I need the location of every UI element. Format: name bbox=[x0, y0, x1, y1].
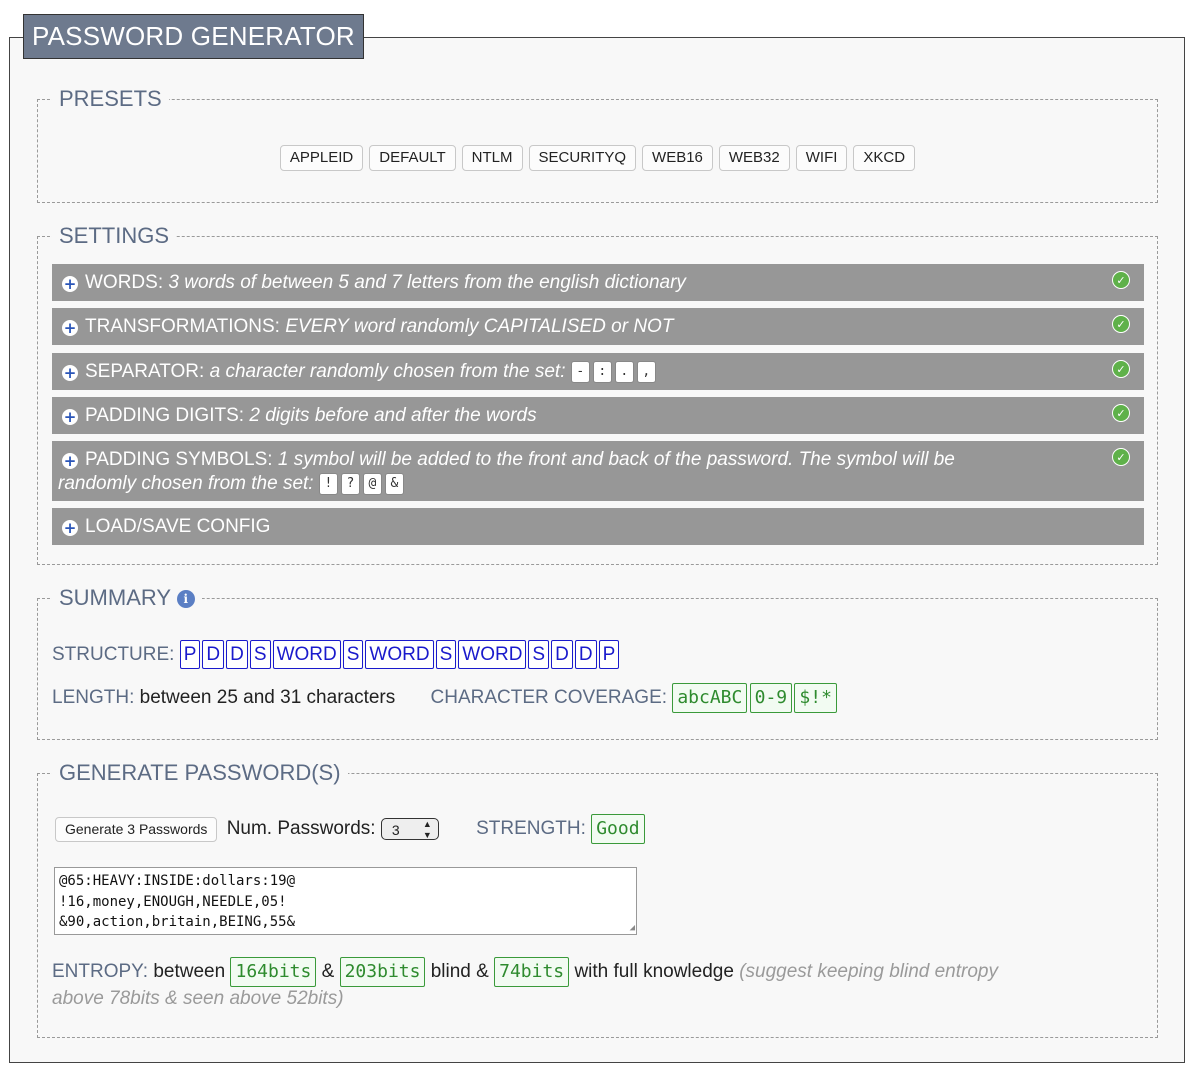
expand-icon[interactable]: + bbox=[63, 408, 77, 426]
entropy-full: with full knowledge bbox=[574, 961, 734, 982]
num-passwords-label: Num. Passwords: bbox=[226, 818, 376, 839]
padding-symbol-char: ! bbox=[319, 473, 338, 495]
settings-padding-symbols-bar[interactable] bbox=[52, 441, 1144, 501]
transformations-label: TRANSFORMATIONS: bbox=[85, 316, 280, 337]
settings-load-save-bar[interactable] bbox=[52, 508, 1144, 545]
preset-button-ntlm[interactable]: NTLM bbox=[462, 145, 523, 171]
padding-symbol-char: ? bbox=[341, 473, 360, 495]
entropy-label: ENTROPY: bbox=[52, 961, 149, 982]
password-line: @65:HEAVY:INSIDE:dollars:19@ bbox=[59, 873, 296, 889]
structure-chip: D bbox=[575, 640, 597, 669]
entropy-seen-badge: 74bits bbox=[494, 957, 569, 987]
password-line: &90,action,britain,BEING,55& bbox=[59, 914, 296, 930]
generate-controls-row bbox=[55, 814, 645, 844]
settings-legend: SETTINGS bbox=[52, 223, 176, 249]
preset-button-default[interactable]: DEFAULT bbox=[369, 145, 455, 171]
generate-section bbox=[37, 760, 1158, 1038]
padding-symbols-desc-2: randomly chosen from the set: bbox=[58, 473, 314, 494]
entropy-blind: blind & bbox=[430, 961, 489, 982]
summary-legend-text: SUMMARY bbox=[59, 585, 171, 610]
separator-desc: a character randomly chosen from the set: bbox=[209, 361, 566, 382]
structure-chip: D bbox=[551, 640, 573, 669]
words-desc: 3 words of between 5 and 7 letters from the english dictionary bbox=[168, 272, 686, 293]
check-icon: ✓ bbox=[1112, 404, 1130, 422]
check-icon: ✓ bbox=[1112, 448, 1130, 466]
structure-chip: S bbox=[250, 640, 271, 669]
num-passwords-value: 3 bbox=[391, 821, 400, 838]
coverage-chip: $!* bbox=[794, 683, 837, 713]
preset-button-securityq[interactable]: SECURITYQ bbox=[529, 145, 637, 171]
coverage-chip: 0-9 bbox=[750, 683, 793, 713]
padding-digits-label: PADDING DIGITS: bbox=[85, 405, 245, 426]
padding-symbols-label: PADDING SYMBOLS: bbox=[85, 449, 273, 470]
separator-char: - bbox=[571, 361, 590, 383]
structure-chip: WORD bbox=[458, 640, 526, 669]
length-value: between 25 and 31 characters bbox=[139, 687, 396, 708]
structure-chip: P bbox=[599, 640, 620, 669]
entropy-row bbox=[52, 957, 1112, 1011]
preset-button-wifi[interactable]: WIFI bbox=[796, 145, 848, 171]
preset-button-xkcd[interactable]: XKCD bbox=[853, 145, 915, 171]
length-label: LENGTH: bbox=[52, 687, 135, 708]
expand-icon[interactable]: + bbox=[63, 364, 77, 382]
entropy-between: between bbox=[153, 961, 226, 982]
check-icon: ✓ bbox=[1112, 360, 1130, 378]
presets-legend: PRESETS bbox=[52, 86, 169, 112]
presets-section bbox=[37, 86, 1158, 203]
separator-char: . bbox=[615, 361, 634, 383]
summary-legend bbox=[52, 585, 202, 611]
padding-symbol-char: @ bbox=[363, 473, 382, 495]
entropy-max-badge: 203bits bbox=[340, 957, 426, 987]
strength-label: STRENGTH: bbox=[476, 818, 586, 839]
coverage-label: CHARACTER COVERAGE: bbox=[430, 687, 668, 708]
generate-button[interactable]: Generate 3 Passwords bbox=[55, 817, 217, 842]
settings-section bbox=[37, 223, 1158, 565]
select-arrows-icon: ▲ ▼ bbox=[422, 818, 432, 840]
summary-section bbox=[37, 585, 1158, 740]
expand-icon[interactable]: + bbox=[63, 275, 77, 293]
separator-label: SEPARATOR: bbox=[85, 361, 205, 382]
coverage-chip: abcABC bbox=[672, 683, 747, 713]
padding-symbols-line2 bbox=[58, 472, 1094, 496]
structure-row bbox=[52, 640, 621, 669]
structure-chip: S bbox=[343, 640, 364, 669]
separator-char: : bbox=[593, 361, 612, 383]
separator-char: , bbox=[637, 361, 656, 383]
settings-words-bar[interactable] bbox=[52, 264, 1144, 301]
padding-digits-desc: 2 digits before and after the words bbox=[249, 405, 537, 426]
entropy-min-badge: 164bits bbox=[230, 957, 316, 987]
check-icon: ✓ bbox=[1112, 315, 1130, 333]
preset-button-appleid[interactable]: APPLEID bbox=[280, 145, 363, 171]
words-label: WORDS: bbox=[85, 272, 164, 293]
padding-symbols-desc: 1 symbol will be added to the front and back of the password. The symbol will be bbox=[277, 449, 955, 470]
check-icon: ✓ bbox=[1112, 271, 1130, 289]
structure-chip: WORD bbox=[273, 640, 341, 669]
padding-symbol-char: & bbox=[385, 473, 404, 495]
settings-padding-digits-bar[interactable] bbox=[52, 397, 1144, 434]
structure-chip: S bbox=[528, 640, 549, 669]
structure-chip: D bbox=[226, 640, 248, 669]
load-save-label: LOAD/SAVE CONFIG bbox=[85, 516, 271, 537]
num-passwords-select[interactable] bbox=[381, 818, 439, 840]
entropy-hint: (suggest keeping blind entropy bbox=[739, 961, 998, 982]
structure-chip: WORD bbox=[365, 640, 433, 669]
preset-button-web32[interactable]: WEB32 bbox=[719, 145, 790, 171]
structure-chip: P bbox=[180, 640, 201, 669]
app-title: PASSWORD GENERATOR bbox=[23, 14, 364, 59]
length-row bbox=[52, 683, 837, 713]
structure-label: STRUCTURE: bbox=[52, 644, 175, 665]
structure-chip: S bbox=[436, 640, 457, 669]
info-icon[interactable]: i bbox=[177, 590, 195, 608]
expand-icon[interactable]: + bbox=[63, 519, 77, 537]
settings-separator-bar[interactable] bbox=[52, 353, 1144, 390]
passwords-textarea[interactable] bbox=[54, 867, 637, 935]
generate-legend: GENERATE PASSWORD(S) bbox=[52, 760, 348, 786]
settings-transformations-bar[interactable] bbox=[52, 308, 1144, 345]
resize-grip-icon[interactable]: ◢ bbox=[629, 923, 635, 933]
transformations-desc: EVERY word randomly CAPITALISED or NOT bbox=[285, 316, 674, 337]
preset-button-web16[interactable]: WEB16 bbox=[642, 145, 713, 171]
structure-chip: D bbox=[202, 640, 224, 669]
expand-icon[interactable]: + bbox=[63, 452, 77, 470]
password-line: !16,money,ENOUGH,NEEDLE,05! bbox=[59, 893, 287, 910]
entropy-amp: & bbox=[321, 961, 335, 982]
expand-icon[interactable]: + bbox=[63, 319, 77, 337]
entropy-hint-2: above 78bits & seen above 52bits) bbox=[52, 988, 344, 1009]
presets-row bbox=[38, 145, 1157, 171]
strength-badge: Good bbox=[591, 814, 644, 844]
